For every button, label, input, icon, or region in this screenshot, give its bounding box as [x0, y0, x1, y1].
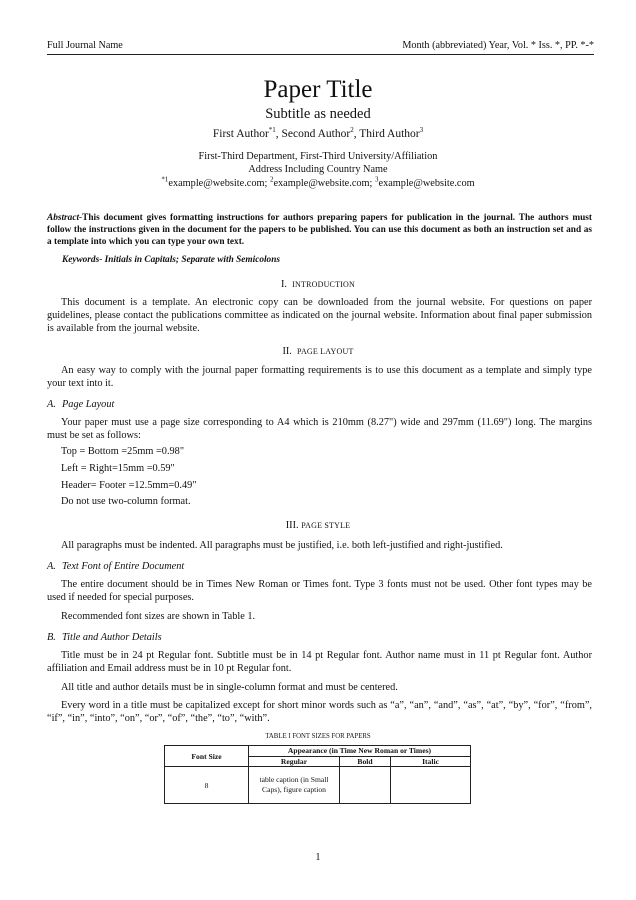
journal-name: Full Journal Name [47, 40, 123, 51]
email-address: example@website.com; [168, 178, 270, 189]
affiliation [0, 150, 636, 176]
subsection-title: Page Layout [62, 399, 115, 410]
author-mark: *1 [268, 126, 276, 135]
paragraph: Your paper must use a page size corresponding to A4 which is 210mm (8.27") wide and 297mm (11.69") long. The margins must be set as follows: [47, 417, 592, 442]
table-header-bold: Bold [340, 756, 391, 767]
margin-spec: Header= Footer =12.5mm=0.49" [61, 480, 197, 491]
section-title: PAGE LAYOUT [297, 347, 354, 356]
author-list [0, 128, 636, 140]
paragraph: This document is a template. An electronic copy can be downloaded from the journal website. For questions on paper guidelines, please contact the publications committee as indicated on the journal website. Information about final paper submission is available from the journal website. [47, 297, 592, 335]
table-cell-size: 8 [165, 767, 249, 804]
table-header-regular: Regular [249, 756, 340, 767]
affiliation-line: Address Including Country Name [248, 164, 388, 175]
page-number: 1 [315, 852, 321, 863]
table-cell-bold [340, 767, 391, 804]
author-mark: 3 [419, 126, 424, 135]
subsection-title: Title and Author Details [62, 632, 162, 643]
table-header-appearance: Appearance (in Time New Roman or Times) [249, 746, 471, 757]
affiliation-line: First-Third Department, First-Third University/Affiliation [198, 151, 438, 162]
margin-spec: Top = Bottom =25mm =0.98" [61, 446, 185, 457]
paper-subtitle: Subtitle as needed [265, 106, 371, 122]
section-heading [0, 279, 636, 290]
author-name: Second Author [281, 128, 351, 140]
subsection-heading [47, 399, 114, 410]
subsection-heading [47, 561, 184, 572]
table-caption [0, 733, 636, 740]
keywords: Keywords- Initials in Capitals; Separate with Semicolons [62, 255, 280, 265]
email-mark: *1 [161, 175, 169, 184]
table-row [165, 767, 471, 804]
email-address: example@website.com; [273, 178, 375, 189]
paragraph: The entire document should be in Times New Roman or Times font. Type 3 fonts must not be used. Other font types may be used if needed for special purposes. [47, 579, 592, 604]
paper-title: Paper Title [263, 76, 373, 103]
paragraph: All paragraphs must be indented. All paragraphs must be justified, i.e. both left-justified and right-justified. [61, 540, 503, 551]
abstract-text: This document gives formatting instructions for authors preparing papers for publication in the journal. The authors must follow the instructions given in the document for the papers to be published. You can use this document as both an instruction set and as a template into which you can type your own text. [47, 213, 592, 247]
font-size-table [164, 745, 471, 804]
paragraph: An easy way to comply with the journal paper formatting requirements is to use this document as a template and simply type your text into it. [47, 365, 592, 390]
author-name: Third Author [359, 128, 420, 140]
section-title: PAGE STYLE [301, 521, 351, 530]
author-name: First Author [212, 128, 269, 140]
email-address: example@website.com [378, 178, 475, 189]
subsection-title: Text Font of Entire Document [62, 561, 185, 572]
section-heading [0, 520, 636, 531]
subsection-number: A. [47, 561, 56, 572]
paragraph: All title and author details must be in single-column format and must be centered. [61, 682, 398, 693]
email-mark: 3 [375, 175, 379, 184]
table-header-font-size: Font Size [165, 746, 249, 767]
section-number: I. [280, 279, 287, 290]
margin-spec: Left = Right=15mm =0.59" [61, 463, 175, 474]
section-number: III. [285, 520, 299, 531]
paragraph: Recommended font sizes are shown in Table 1. [61, 611, 256, 622]
email-list [0, 175, 636, 189]
issue-info: Month (abbreviated) Year, Vol. * Iss. *, PP. *-* [402, 40, 594, 51]
table-header-italic: Italic [391, 756, 471, 767]
subsection-number: B. [47, 632, 56, 643]
subsection-number: A. [47, 399, 56, 410]
paragraph: Do not use two-column format. [61, 496, 191, 507]
table-cell-regular: table caption (in Small Caps), figure caption [249, 767, 340, 804]
section-title: INTRODUCTION [292, 280, 355, 289]
email-mark: 2 [269, 175, 274, 184]
table-header-row [165, 746, 471, 757]
paragraph: Title must be in 24 pt Regular font. Subtitle must be in 14 pt Regular font. Author name must in 11 pt Regular font. Author affiliation and Email address must be in 10 pt Regular font. [47, 650, 592, 675]
section-heading [0, 346, 636, 357]
running-header [47, 38, 594, 55]
paragraph: Every word in a title must be capitalized except for short minor words such as “a”, “an”, “and”, “as”, “at”, “by”, “for”, “from”, “if”, “in”, “into”, “on”, “or”, “of”, “the”, “to”, “with”. [47, 700, 592, 725]
abstract-label: Abstract- [47, 213, 83, 223]
subsection-heading [47, 632, 162, 643]
abstract [47, 212, 592, 248]
author-sep: , [275, 128, 282, 140]
table-number: TABLE I [265, 733, 291, 740]
table-cell-italic [391, 767, 471, 804]
table-title: FONT SIZES FOR PAPERS [292, 733, 371, 740]
section-number: II. [282, 346, 292, 357]
author-mark: 2 [350, 126, 354, 135]
author-sep: , [353, 128, 360, 140]
